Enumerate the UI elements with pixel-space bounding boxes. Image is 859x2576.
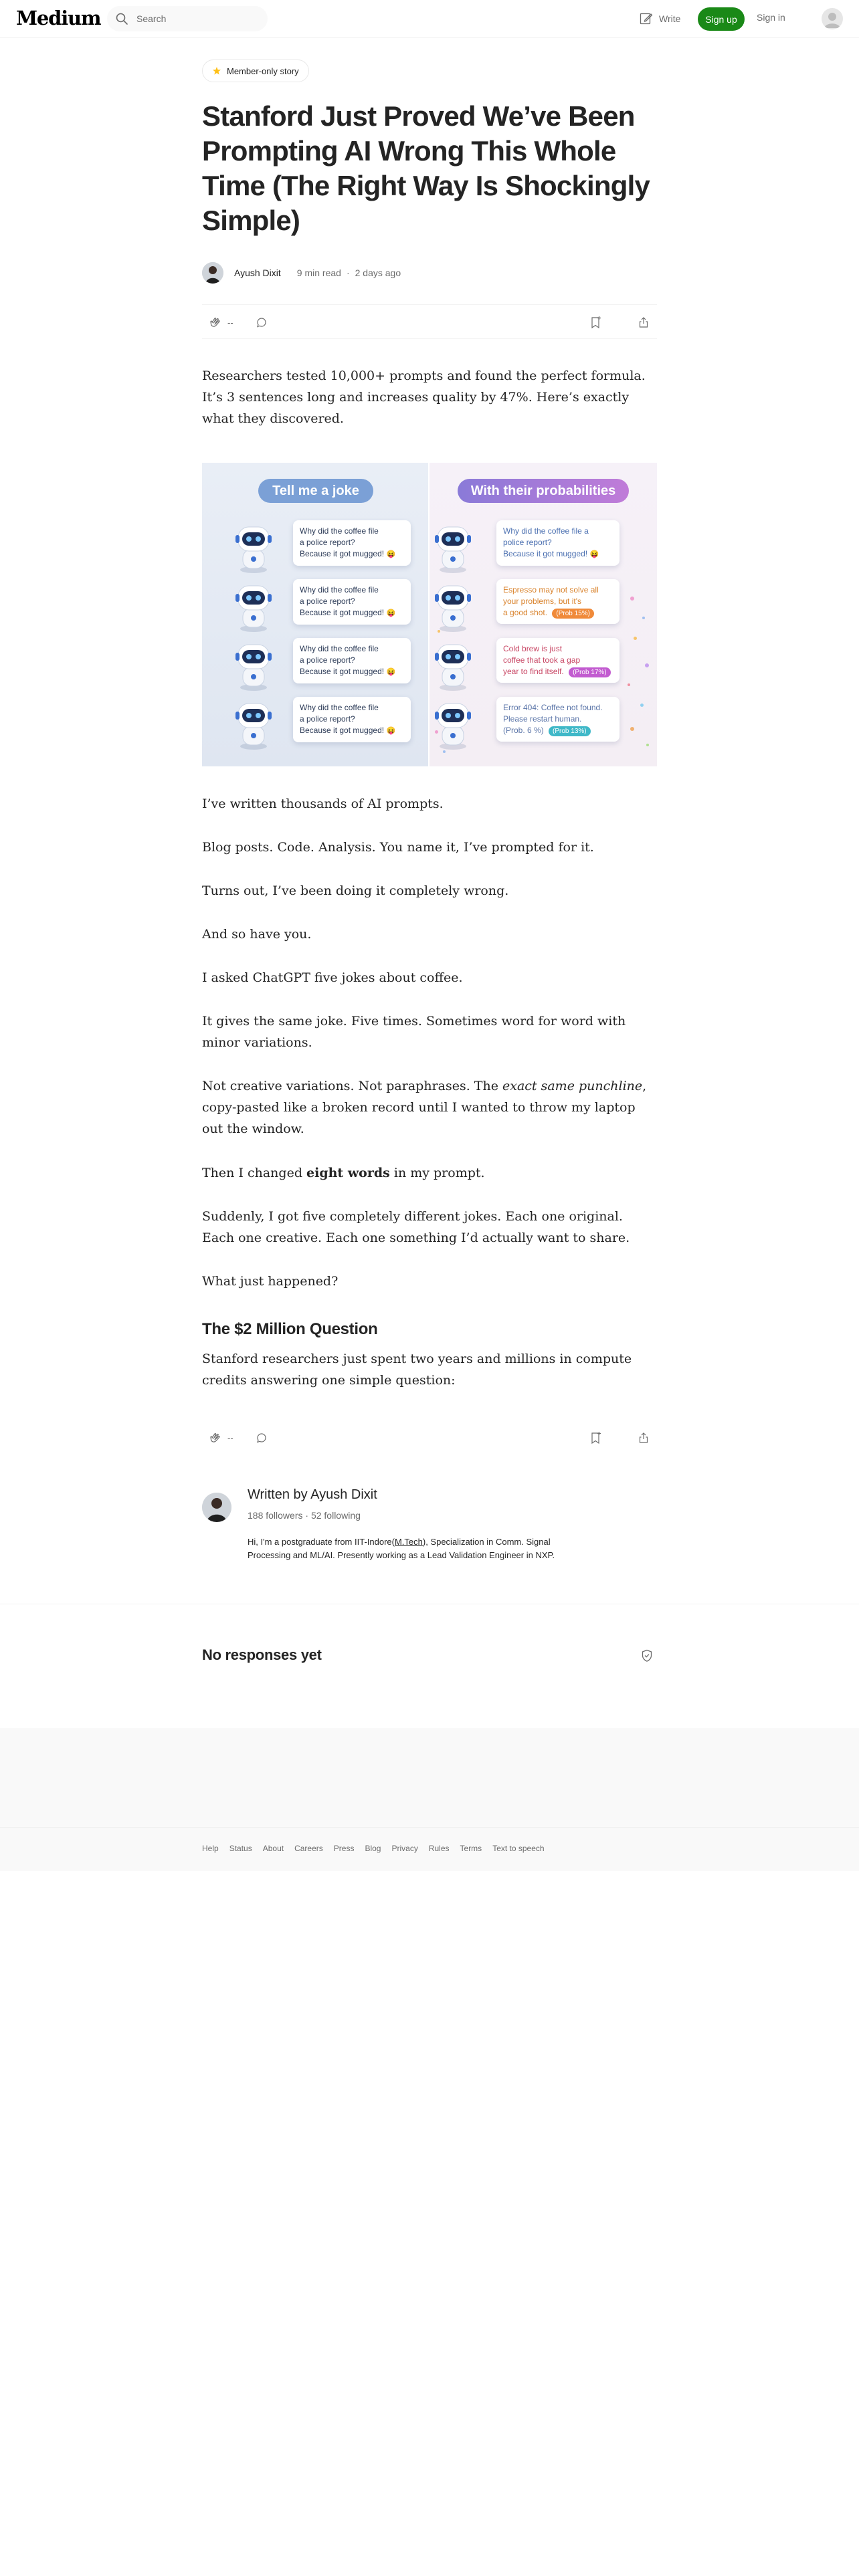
robot-illustration: [434, 582, 472, 633]
joke-card: [293, 520, 411, 566]
probability-badge: (Prob 17%): [569, 667, 611, 677]
footer-link[interactable]: Terms: [460, 1844, 482, 1853]
p8-text: Then I changed: [202, 1166, 307, 1180]
emoji-icon: 😝: [386, 727, 396, 735]
probability-card: [496, 579, 619, 624]
user-avatar-icon[interactable]: [822, 8, 843, 29]
body-paragraph: What just happened?: [202, 1274, 339, 1289]
footer-link[interactable]: Text to speech: [492, 1844, 545, 1853]
figure-right-title: With their probabilities: [458, 479, 629, 503]
bio-link[interactable]: M.Tech: [394, 1537, 423, 1547]
robot-illustration: [234, 523, 273, 574]
sign-in-link[interactable]: Sign in: [757, 12, 785, 23]
joke-card: [293, 579, 411, 625]
write-label: Write: [659, 13, 681, 24]
sign-up-button[interactable]: Sign up: [698, 7, 745, 31]
separator-dot: ·: [346, 267, 350, 278]
share-icon[interactable]: [636, 314, 652, 330]
read-time: 9 min read: [296, 267, 341, 278]
card-line: Espresso may not solve all: [503, 585, 599, 595]
card-line: coffee that took a gap: [503, 655, 581, 665]
body-paragraph: I’ve written thousands of AI prompts.: [202, 796, 444, 811]
emoji-icon: 😝: [589, 550, 599, 558]
separator-dot: ·: [305, 1510, 311, 1521]
p7-text: Not creative variations. Not paraphrases. The: [202, 1079, 502, 1093]
p8-strong: eight words: [306, 1166, 390, 1180]
joke-line: Why did the coffee file: [300, 644, 379, 653]
comment-icon[interactable]: [254, 1430, 270, 1446]
clap-icon[interactable]: [207, 1430, 223, 1446]
footer-link[interactable]: Status: [229, 1844, 252, 1853]
medium-logo[interactable]: Medium: [16, 7, 101, 29]
joke-line: Why did the coffee file: [300, 703, 379, 712]
p7-emphasis: exact same punchline: [502, 1079, 643, 1093]
author-avatar[interactable]: [202, 262, 223, 284]
body-paragraph: [202, 1075, 657, 1140]
clap-count: --: [227, 1432, 233, 1443]
joke-card: [293, 697, 411, 742]
robot-illustration: [434, 523, 472, 574]
followers-count[interactable]: 188 followers: [248, 1510, 303, 1521]
card-line: a good shot. (Prob 15%): [503, 607, 613, 619]
comment-icon[interactable]: [254, 314, 270, 330]
card-line: Because it got mugged! 😝: [503, 549, 599, 558]
probability-card: [496, 697, 619, 742]
probability-card: [496, 520, 619, 566]
card-line: year to find itself. (Prob 17%): [503, 666, 613, 677]
body-paragraph: It gives the same joke. Five times. Sometimes word for word with minor variations.: [202, 1014, 626, 1050]
robot-illustration: [434, 641, 472, 691]
author-name-link[interactable]: Ayush Dixit: [234, 267, 281, 278]
card-line: Error 404: Coffee not found.: [503, 703, 603, 712]
follow-stats: [248, 1510, 361, 1521]
joke-line: Why did the coffee file: [300, 526, 379, 536]
emoji-icon: 😝: [386, 609, 396, 617]
joke-line: Why did the coffee file: [300, 585, 379, 595]
following-count[interactable]: 52 following: [310, 1510, 361, 1521]
robot-illustration: [234, 700, 273, 750]
p7-text-after: , copy-pasted like a broken record until I wanted to throw my laptop out the window.: [202, 1079, 647, 1136]
footer-link[interactable]: Help: [202, 1844, 219, 1853]
body-paragraph: Turns out, I’ve been doing it completely wrong.: [202, 883, 509, 898]
body-paragraph: Blog posts. Code. Analysis. You name it, I’ve prompted for it.: [202, 840, 594, 855]
robot-illustration: [434, 700, 472, 750]
shield-icon[interactable]: [641, 1649, 653, 1662]
written-by-heading[interactable]: Written by Ayush Dixit: [248, 1487, 377, 1502]
probability-badge: (Prob 15%): [552, 609, 594, 619]
author-card-avatar[interactable]: [202, 1493, 231, 1522]
publish-date: 2 days ago: [355, 267, 401, 278]
write-button[interactable]: [639, 11, 680, 27]
body-paragraph: Stanford researchers just spent two years and millions in compute credits answering one simple question:: [202, 1352, 632, 1388]
card-line: (Prob. 6 %) (Prob 13%): [503, 725, 613, 736]
member-only-label: Member-only story: [227, 66, 299, 76]
body-paragraph: And so have you.: [202, 927, 312, 942]
footer-link[interactable]: About: [262, 1844, 284, 1853]
card-line: your problems, but it's: [503, 597, 582, 606]
responses-heading: No responses yet: [202, 1646, 322, 1663]
write-icon: [639, 11, 654, 26]
figure-left-panel: [202, 463, 430, 766]
byline: [202, 261, 657, 285]
recommendations-area: [0, 1728, 859, 1827]
joke-line: Because it got mugged! 😝: [300, 667, 396, 676]
probability-card: [496, 638, 619, 683]
p8-text-after: in my prompt.: [389, 1166, 485, 1180]
robot-illustration: [234, 641, 273, 691]
bookmark-add-icon[interactable]: [587, 1430, 603, 1446]
joke-line: Because it got mugged! 😝: [300, 726, 396, 735]
body-paragraph: [202, 1162, 657, 1184]
page-footer: [0, 1827, 859, 1871]
joke-line: a police report?: [300, 714, 355, 724]
author-bio: [248, 1535, 595, 1562]
bio-text: Hi, I'm a postgraduate from IIT-Indore(: [248, 1537, 395, 1547]
article-action-bar: [202, 304, 657, 339]
article-title: Stanford Just Proved We’ve Been Prompting AI Wrong This Whole Time (The Right Way Is Shockingly Simple): [202, 100, 650, 236]
joke-line: Because it got mugged! 😝: [300, 608, 396, 617]
share-icon[interactable]: [636, 1430, 652, 1446]
footer-link[interactable]: Blog: [365, 1844, 381, 1853]
body-paragraph: Suddenly, I got five completely different jokes. Each one original. Each one creative. Each one something I’d actually want to share.: [202, 1209, 630, 1245]
joke-card: [293, 638, 411, 683]
body-paragraph: I asked ChatGPT five jokes about coffee.: [202, 970, 463, 985]
joke-line: Because it got mugged! 😝: [300, 549, 396, 558]
joke-line: a police report?: [300, 538, 355, 547]
bio-text-after: ), Specialization in Comm. Signal Processing and ML/AI. Presently working as a Lead Validation Engineer in NXP.: [248, 1537, 555, 1560]
robot-illustration: [234, 582, 273, 633]
article-hero-image: [202, 463, 657, 766]
card-line: Please restart human.: [503, 714, 582, 724]
card-line: Cold brew is just: [503, 644, 563, 653]
card-line: Why did the coffee file a: [503, 526, 589, 536]
joke-line: a police report?: [300, 597, 355, 606]
probability-badge: (Prob 13%): [549, 726, 591, 736]
figure-left-title: Tell me a joke: [258, 479, 373, 503]
clap-count: --: [227, 317, 233, 328]
figure-right-panel: [430, 463, 657, 766]
top-nav-bar: [0, 0, 859, 38]
search-box[interactable]: [107, 6, 268, 31]
footer-link[interactable]: Careers: [294, 1844, 323, 1853]
member-only-badge: [202, 60, 309, 82]
search-icon: [115, 12, 128, 25]
intro-paragraph: Researchers tested 10,000+ prompts and found the perfect formula. It’s 3 sentences long and increases quality by 47%. Here’s exactly what they discovered.: [202, 368, 646, 426]
joke-line: a police report?: [300, 655, 355, 665]
emoji-icon: 😝: [386, 550, 396, 558]
clap-icon[interactable]: [207, 314, 223, 330]
section-heading: The $2 Million Question: [202, 1320, 378, 1338]
emoji-icon: 😝: [386, 668, 396, 676]
bookmark-add-icon[interactable]: [587, 314, 603, 330]
card-line: police report?: [503, 538, 552, 547]
footer-link[interactable]: Privacy: [391, 1844, 418, 1853]
star-icon: [212, 66, 221, 76]
footer-link[interactable]: Rules: [428, 1844, 450, 1853]
article-action-bar-bottom: [202, 1420, 657, 1455]
footer-link[interactable]: Press: [333, 1844, 355, 1853]
search-input[interactable]: [136, 12, 257, 25]
